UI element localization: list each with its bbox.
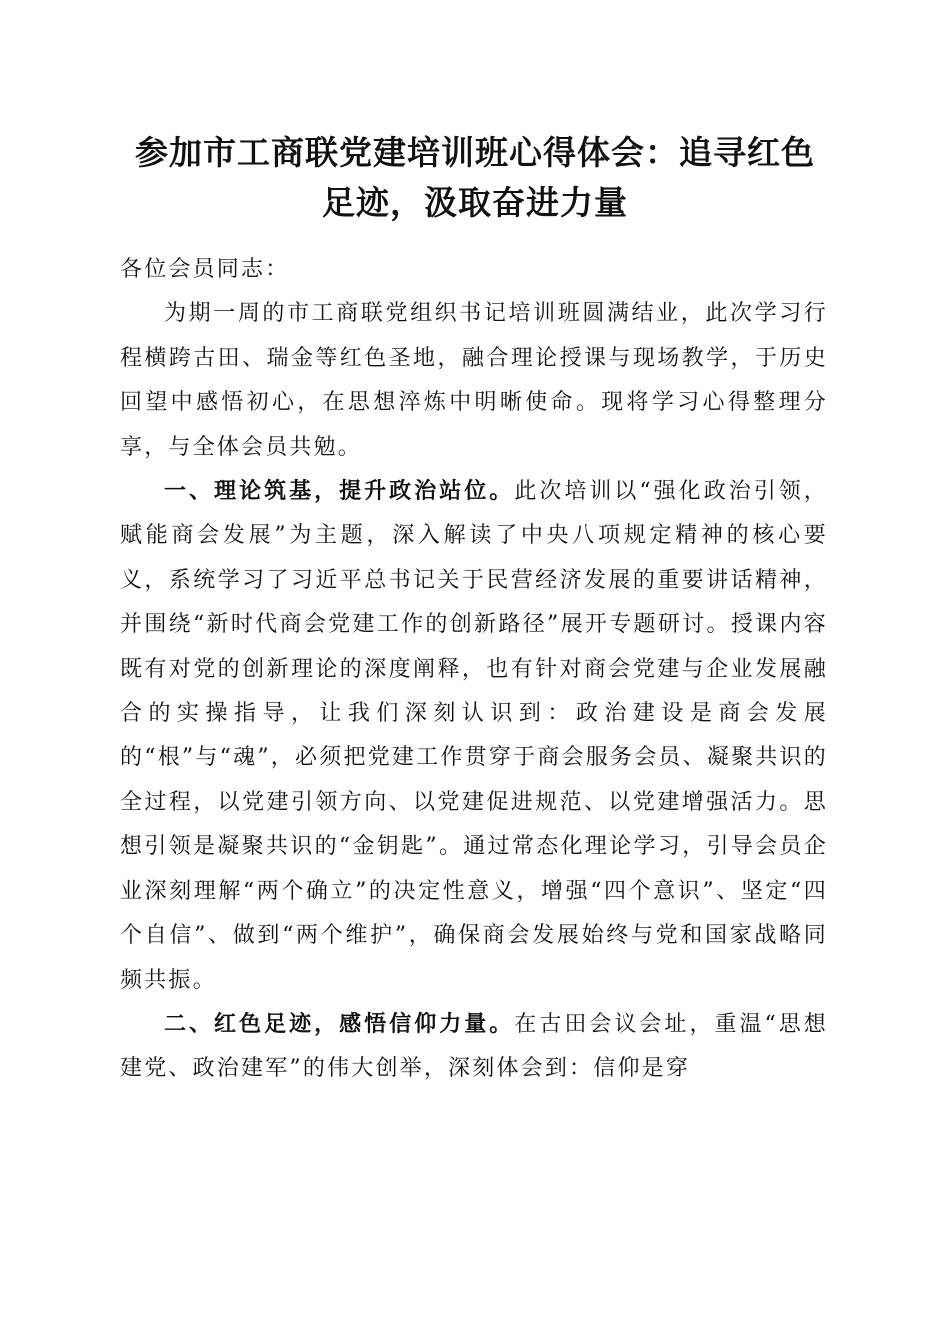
salutation: 各位会员同志： (120, 257, 290, 282)
section-2-paragraph (120, 1003, 828, 1092)
title-line-1: 参加市工商联党建培训班心得体会：追寻红色 (135, 133, 815, 172)
intro-paragraph: 为期一周的市工商联党组织书记培训班圆满结业，此次学习行程横跨古田、瑞金等红色圣地，融合理论授课与现场教学，于历史回望中感悟初心，在思想淬炼中明晰使命。现将学习心得整理分享，与全体会员共勉。 (120, 301, 828, 460)
title-line-2: 足迹，汲取奋进力量 (322, 183, 628, 222)
section-1-heading: 一、理论筑基，提升政治站位。 (164, 479, 515, 505)
page-title (110, 128, 840, 228)
section-2-text: 在古田会议会址，重温“思想建党、政治建军”的伟大创举，深刻体会到：信仰是穿 (120, 1011, 828, 1082)
section-1-paragraph (120, 470, 828, 1003)
document-body (120, 248, 828, 1092)
section-2-heading: 二、红色足迹，感悟信仰力量。 (164, 1011, 515, 1037)
section-1-text: 此次培训以“强化政治引领，赋能商会发展”为主题，深入解读了中央八项规定精神的核心要义，系统学习了习近平总书记关于民营经济发展的重要讲话精神，并围绕“新时代商会党建工作的创新路径”展开专题研讨。授课内容既有对党的创新理论的深度阐释，也有针对商会党建与企业发展融合的实操指导，让我们深刻认识到：政治建设是商会发展的“根”与“魂”，必须把党建工作贯穿于商会服务会员、凝聚共识的全过程，以党建引领方向、以党建促进规范、以党建增强活力。思想引领是凝聚共识的“金钥匙”。通过常态化理论学习，引导会员企业深刻理解“两个确立”的决定性意义，增强“四个意识”、坚定“四个自信”、做到“两个维护”，确保商会发展始终与党和国家战略同频共振。 (120, 479, 828, 993)
